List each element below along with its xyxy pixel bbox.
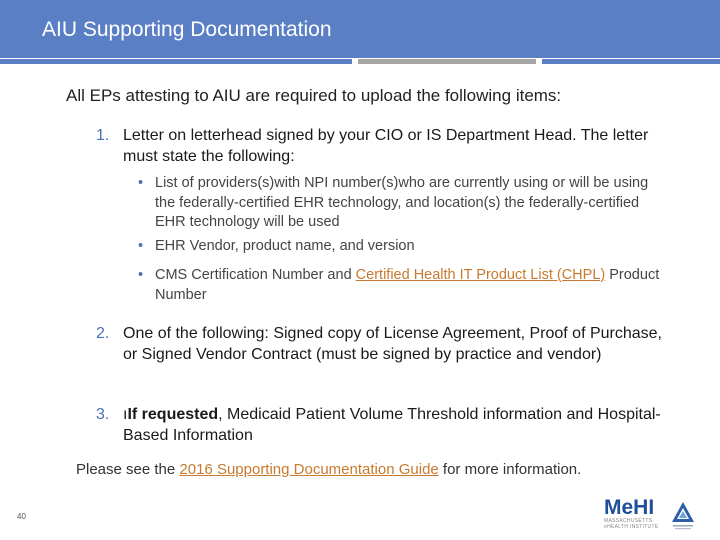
bullet-item-3 (138, 266, 668, 305)
bullet-text: EHR Vendor, product name, and version (155, 238, 415, 254)
footer-text-before: Please see the (76, 461, 180, 478)
page-title: AIU Supporting Documentation (42, 18, 332, 41)
bullet-dot: • (138, 238, 144, 254)
accent-bar-right (542, 59, 720, 64)
footer-note (76, 461, 581, 478)
list-item-1 (96, 125, 663, 167)
accent-bar-middle (358, 59, 536, 64)
bullet-dot: • (138, 175, 144, 191)
mehi-logo-sub-2: eHEALTH INSTITUTE (604, 524, 659, 530)
bullet-text (155, 266, 668, 305)
item-text: One of the following: Signed copy of License Agreement, Proof of Purchase, or Signed Vendor Contract (must be signed by practice and vendor) (123, 325, 662, 363)
mehi-logo (604, 497, 668, 533)
item-bold-text: If requested (127, 406, 219, 423)
bullet-text-after: Product Number (155, 267, 660, 303)
item-text: Letter on letterhead signed by your CIO or IS Department Head. The letter must state the following: (123, 127, 649, 165)
intro-text: All EPs attesting to AIU are required to upload the following items: (66, 86, 562, 105)
bullet-text: List of providers(s)with NPI number(s)who are currently using or will be using the federally-certified EHR technology, and location(s) the federally-certified EHR technology will be used (155, 175, 649, 230)
bullet-dot: • (138, 267, 144, 283)
guide-link[interactable]: 2016 Supporting Documentation Guide (179, 461, 439, 478)
item-number: 3. (96, 406, 110, 423)
chpl-link[interactable]: Certified Health IT Product List (CHPL) (355, 267, 606, 283)
item-number: 1. (96, 127, 110, 144)
list-item-2 (96, 323, 663, 365)
bullet-text-before: CMS Certification Number and (155, 267, 356, 283)
list-item-3 (96, 404, 663, 446)
mehi-logo-sub-1: MASSACHUSETTS (604, 518, 653, 524)
item-text (123, 404, 663, 446)
footer-text-after: for more information. (438, 461, 582, 478)
bullet-item-2 (138, 237, 668, 257)
bullet-item-1 (138, 174, 668, 233)
page-number: 40 (17, 512, 26, 521)
accent-bar-left (0, 59, 352, 64)
mehi-logo-mark: MeHI (604, 496, 655, 519)
item-marker: ı (123, 406, 128, 423)
item-rest-text: , Medicaid Patient Volume Threshold information and Hospital-Based Information (123, 406, 661, 444)
title-bar (0, 0, 720, 58)
triangle-mark-icon (670, 500, 696, 532)
item-number: 2. (96, 325, 110, 342)
